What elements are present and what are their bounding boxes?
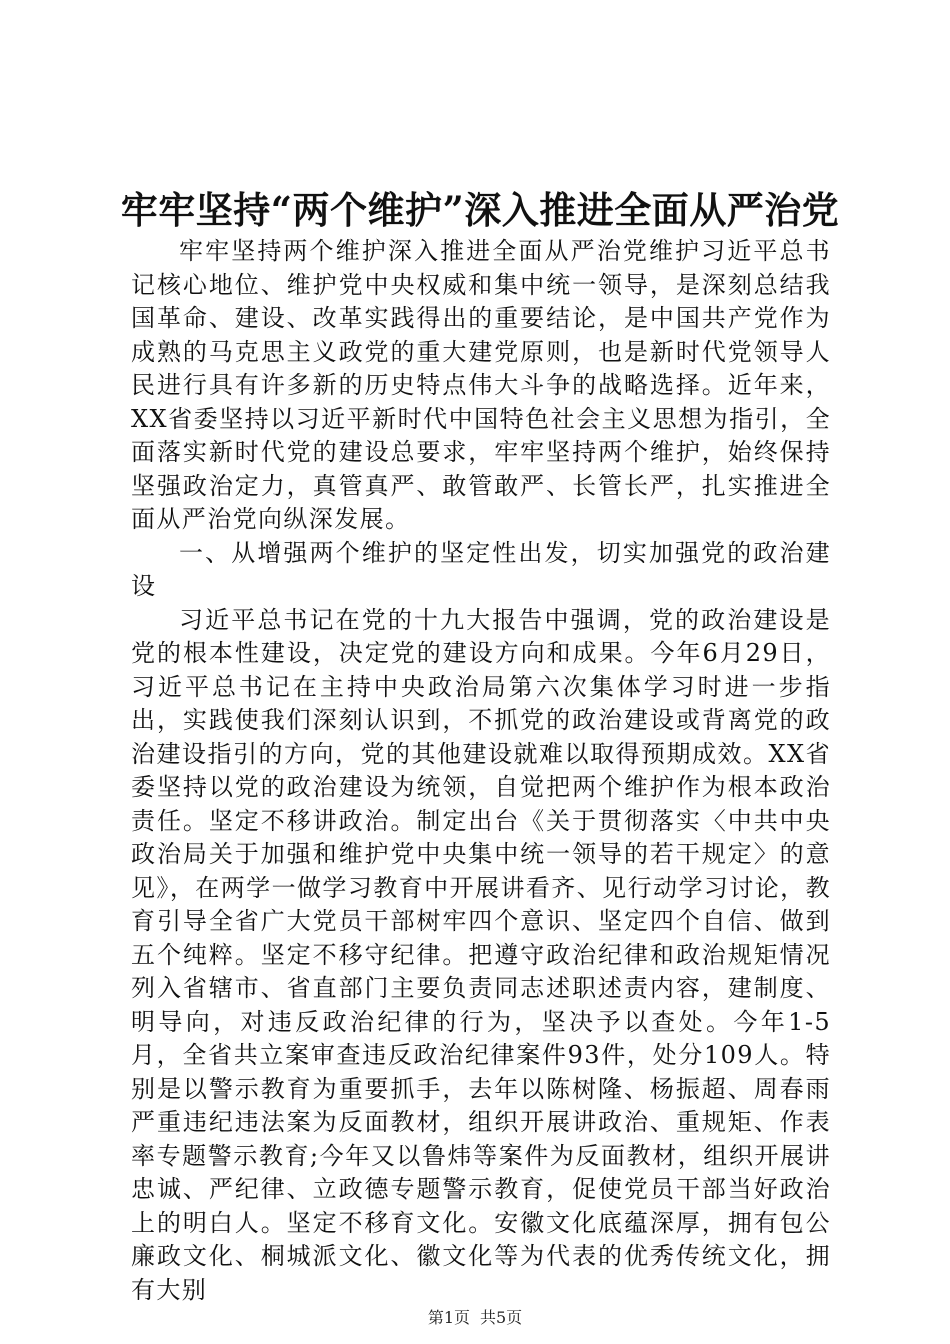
page-footer <box>0 1308 950 1328</box>
page-number: 第1页 <box>427 1308 470 1327</box>
document-body <box>131 235 831 1307</box>
paragraph-political-building: 习近平总书记在党的十九大报告中强调，党的政治建设是党的根本性建设，决定党的建设方向和成果。今年6月29日，习近平总书记在主持中央政治局第六次集体学习时进一步指出，实践使我们深刻认识到，不抓党的政治建设或背离党的政治建设指引的方向，党的其他建设就难以取得预期成效。XX省委坚持以党的政治建设为统领，自觉把两个维护作为根本政治责任。坚定不移讲政治。制定出台《关于贯彻落实〈中共中央政治局关于加强和维护党中央集中统一领导的若干规定〉的意见》，在两学一做学习教育中开展讲看齐、见行动学习讨论，教育引导全省广大党员干部树牢四个意识、坚定四个自信、做到五个纯粹。坚定不移守纪律。把遵守政治纪律和政治规矩情况列入省辖市、省直部门主要负责同志述职述责内容，建制度、明导向，对违反政治纪律的行为，坚决予以查处。今年1-5月，全省共立案审查违反政治纪律案件93件，处分109人。特别是以警示教育为重要抓手，去年以陈树隆、杨振超、周春雨严重违纪违法案为反面教材，组织开展讲政治、重规矩、作表率专题警示教育;今年又以鲁炜等案件为反面教材，组织开展讲忠诚、严纪律、立政德专题警示教育，促使党员干部当好政治上的明白人。坚定不移育文化。安徽文化底蕴深厚，拥有包公廉政文化、桐城派文化、徽文化等为代表的优秀传统文化，拥有大别 <box>131 605 831 1304</box>
document-title: 牢牢坚持“两个维护”深入推进全面从严治党 <box>120 188 840 232</box>
paragraph-intro: 牢牢坚持两个维护深入推进全面从严治党维护习近平总书记核心地位、维护党中央权威和集中统一领导，是深刻总结我国革命、建设、改革实践得出的重要结论，是中国共产党作为成熟的马克思主义政党的重大建党原则，也是新时代党领导人民进行具有许多新的历史特点伟大斗争的战略选择。近年来，XX省委坚持以习近平新时代中国特色社会主义思想为指引，全面落实新时代党的建设总要求，牢牢坚持两个维护，始终保持坚强政治定力，真管真严、敢管敢严、长管长严，扎实推进全面从严治党向纵深发展。 <box>131 237 831 533</box>
page-total: 共5页 <box>480 1308 523 1327</box>
section-heading-one: 一、从增强两个维护的坚定性出发，切实加强党的政治建设 <box>131 538 831 600</box>
